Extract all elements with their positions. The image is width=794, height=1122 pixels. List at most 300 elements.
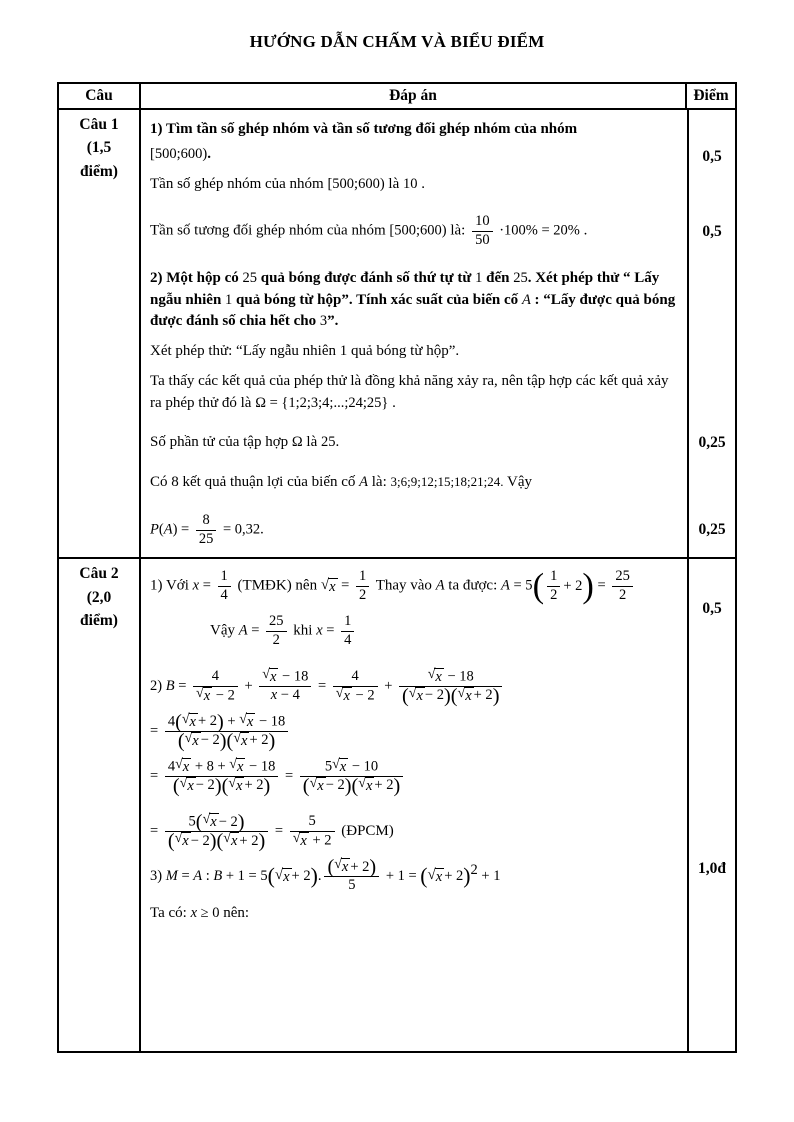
text-segment: Vậy — [210, 622, 239, 639]
radical-sign-icon: √ — [239, 711, 247, 727]
text-segment: + — [380, 677, 397, 694]
text-segment: A — [501, 578, 510, 595]
text-segment: . — [579, 222, 588, 239]
fraction-denominator — [193, 687, 238, 705]
sqrt-radical — [358, 777, 374, 795]
text-segment: là — [302, 434, 321, 451]
radicand — [209, 813, 218, 831]
paren-group — [533, 568, 594, 605]
text-segment: = — [593, 578, 610, 595]
text-segment: + 2 — [350, 858, 370, 875]
text-segment: − 2 — [190, 832, 210, 849]
answer-block-lines — [141, 934, 687, 1051]
fraction — [218, 568, 231, 605]
text-segment: . — [417, 175, 425, 192]
paren-content — [182, 713, 217, 731]
score-cell — [687, 934, 735, 1051]
text-segment: = 0,32. — [219, 521, 264, 538]
header-cau: Câu — [59, 84, 141, 108]
radicand — [181, 832, 190, 850]
right-paren: ) — [582, 566, 594, 605]
fraction-denominator — [165, 830, 268, 853]
text-segment: Thay vào — [372, 578, 436, 595]
text-segment: = — [271, 823, 287, 840]
sqrt-radical — [293, 832, 309, 850]
paren-content — [358, 777, 393, 795]
answer-block-lines — [141, 559, 687, 658]
paren-content — [180, 777, 215, 795]
table-row — [59, 557, 735, 1051]
text-segment: + 2 — [249, 732, 269, 749]
answer-line — [150, 710, 679, 752]
fraction-denominator — [266, 632, 287, 650]
radical-sign-icon: √ — [408, 685, 417, 701]
text-segment: + — [240, 677, 257, 694]
paren-content — [428, 866, 464, 887]
text-segment: − 2 — [195, 777, 215, 794]
text-segment: x — [203, 687, 211, 704]
fraction-numerator — [324, 858, 379, 877]
right-paren: ) — [268, 729, 276, 752]
text-segment: Ta thấy các kết quả của phép thử là đồng khả năng xảy ra, nên tập hợp các kết quả xảy ra phép thử đó là — [150, 372, 669, 411]
fraction-numerator — [193, 668, 238, 687]
text-segment: ta được: — [444, 578, 502, 595]
radical-sign-icon: √ — [334, 857, 342, 873]
fraction — [356, 568, 369, 605]
text-segment: Tần số ghép nhóm của nhóm — [150, 175, 328, 192]
text-segment: ·100% = 20% — [495, 222, 580, 239]
fraction-denominator — [612, 587, 633, 605]
text-segment: x — [236, 778, 243, 795]
sqrt-radical — [175, 758, 191, 776]
radical-sign-icon: √ — [229, 757, 237, 772]
question-label-cell — [59, 559, 141, 1051]
text-segment: ”. — [327, 313, 339, 330]
paren-content — [544, 568, 582, 605]
right-paren: ) — [209, 830, 217, 853]
answer-line — [150, 144, 679, 166]
text-segment: 1 — [220, 568, 228, 585]
fraction-numerator — [218, 568, 231, 587]
text-segment: ) = — [172, 521, 193, 538]
fraction-numerator — [547, 568, 560, 587]
text-segment: là: — [446, 222, 470, 239]
text-segment: 2) Một hộp có — [150, 269, 243, 286]
paren-content — [228, 777, 263, 795]
radicand — [246, 713, 255, 731]
text-segment: 8 — [202, 511, 210, 528]
left-paren: ( — [402, 684, 409, 707]
text-segment: 50 — [475, 232, 490, 249]
sqrt-radical — [310, 777, 326, 795]
paren-content — [223, 832, 258, 850]
fraction — [165, 757, 279, 798]
fraction-denominator — [196, 531, 217, 549]
radical-sign-icon: √ — [427, 666, 436, 682]
text-segment: x — [269, 668, 277, 685]
paren-group — [167, 830, 217, 853]
text-segment: x — [435, 668, 442, 685]
text-segment: P — [150, 521, 159, 538]
answer-block-lines — [141, 503, 687, 558]
left-paren: ( — [177, 729, 185, 752]
sqrt-radical — [180, 777, 196, 795]
text-segment: . — [207, 145, 211, 162]
fraction-numerator — [612, 568, 633, 587]
text-segment: Ta có: — [150, 905, 191, 922]
fraction-numerator — [266, 613, 287, 632]
paren-group — [302, 775, 352, 798]
fraction-numerator — [399, 668, 502, 687]
right-paren: ) — [263, 775, 271, 798]
radicand — [415, 687, 424, 705]
text-segment: + 2 — [239, 832, 259, 849]
text-segment: 2 — [358, 587, 367, 604]
text-segment: A — [193, 868, 203, 885]
radical-sign-icon: √ — [427, 866, 436, 883]
text-segment: ≥ 0 — [197, 905, 220, 922]
answer-block — [141, 463, 735, 503]
text-segment: x — [316, 622, 323, 639]
text-segment: 1 — [225, 291, 233, 308]
left-paren: ( — [175, 710, 182, 733]
text-segment: x — [241, 732, 248, 749]
question-label-cell — [59, 110, 141, 557]
left-paren: ( — [195, 811, 203, 834]
score-value: 1,0đ — [698, 860, 726, 878]
sqrt-radical — [332, 758, 348, 776]
fraction-numerator — [259, 668, 311, 687]
fraction-denominator — [218, 587, 231, 605]
text-segment: = 5 — [509, 578, 533, 595]
question-label-line: Câu 1 — [79, 116, 119, 133]
right-paren: ) — [463, 864, 471, 889]
text-segment: + 2 — [374, 777, 394, 794]
text-segment: + 1 = 5 — [222, 868, 268, 885]
sqrt-radical — [228, 777, 244, 795]
fraction — [341, 613, 354, 650]
text-segment: + 2 — [291, 868, 311, 885]
paren-content — [175, 832, 210, 850]
radical-sign-icon: √ — [202, 812, 211, 828]
answer-line — [210, 613, 679, 650]
score-value: 0,5 — [702, 148, 722, 166]
fraction — [547, 568, 560, 605]
radicand — [189, 713, 198, 731]
answer-block — [141, 659, 735, 805]
text-segment: A — [359, 474, 368, 491]
fraction-denominator — [333, 687, 378, 705]
sqrt-radical — [428, 668, 444, 686]
text-segment: Xét phép thử: “Lấy ngẫu nhiên 1 quả bóng từ hộp”. — [150, 343, 460, 360]
paren-group — [226, 729, 276, 752]
sqrt-radical — [233, 732, 249, 750]
paren-content — [458, 687, 493, 705]
sqrt-radical — [229, 758, 245, 776]
text-segment: = — [150, 722, 162, 739]
text-segment: Tần số tương đối ghép nhóm của nhóm — [150, 222, 390, 239]
fraction — [266, 613, 287, 650]
text-segment: − 10 — [348, 758, 379, 775]
answer-block-lines — [141, 259, 687, 424]
text-segment: − 18 — [255, 713, 286, 730]
radicand — [236, 758, 245, 776]
fraction — [193, 668, 238, 705]
score-cell — [687, 259, 735, 424]
table-header-row — [59, 84, 735, 110]
radical-sign-icon: √ — [184, 730, 193, 746]
sqrt-radical — [428, 868, 445, 886]
radical-sign-icon: √ — [292, 831, 301, 847]
sqrt-radical — [336, 687, 352, 705]
text-segment: 10 — [475, 213, 490, 230]
text-segment: 4 — [167, 758, 176, 775]
answer-line — [150, 811, 679, 853]
answer-line — [150, 568, 679, 605]
radical-sign-icon: √ — [181, 711, 190, 727]
paren-content — [233, 732, 268, 750]
text-segment: + 2 — [444, 868, 464, 885]
text-segment: A — [435, 578, 445, 595]
answer-cell — [141, 110, 735, 557]
text-segment: x — [317, 778, 324, 795]
text-segment: 25 — [320, 434, 336, 451]
text-segment: 3 — [319, 313, 328, 330]
text-segment: là — [384, 175, 403, 192]
sqrt-radical — [239, 713, 255, 731]
text-segment: Ω = {1;2;3;4;...;24;25} — [255, 394, 389, 411]
paren-group — [177, 729, 227, 752]
text-segment: Ω — [291, 434, 303, 451]
page-title: HƯỚNG DẪN CHẤM VÀ BIỂU ĐIỂM — [249, 32, 545, 51]
fraction — [165, 710, 288, 752]
text-segment: + 1 — [477, 868, 501, 885]
text-segment: 2 — [272, 631, 280, 648]
answer-block-lines — [141, 463, 687, 503]
text-segment: . — [317, 868, 322, 885]
score-value: 0,25 — [698, 521, 726, 539]
text-segment: x — [190, 905, 198, 922]
text-segment: x — [283, 868, 290, 885]
fraction-denominator — [472, 232, 493, 250]
radical-sign-icon: √ — [175, 757, 183, 772]
text-segment: 25 — [269, 613, 284, 630]
text-segment: x — [343, 687, 350, 704]
question-label-line: điểm) — [80, 611, 118, 629]
text-segment: 25 — [615, 568, 630, 585]
text-segment: 4 — [211, 667, 220, 684]
score-cell — [687, 804, 735, 934]
sqrt-radical — [458, 687, 474, 705]
radical-sign-icon: √ — [309, 776, 318, 792]
sqrt-radical — [409, 687, 425, 705]
text-segment: 3;6;9;12;15;18;21;24. — [390, 474, 504, 490]
radical-sign-icon: √ — [274, 866, 284, 883]
answer-line — [150, 858, 679, 895]
fraction-numerator — [341, 613, 354, 632]
paren-content — [203, 813, 238, 831]
score-value: 0,25 — [698, 434, 726, 452]
text-segment: nên: — [219, 905, 250, 922]
sqrt-radical — [262, 668, 278, 686]
text-segment: + 1 = — [382, 868, 421, 885]
text-segment: x — [339, 759, 347, 775]
sqrt-radical — [185, 732, 201, 750]
left-paren: ( — [221, 775, 229, 798]
radicand — [186, 777, 195, 795]
text-segment: 1) Tìm tần số ghép nhóm và tần số tương đối ghép nhóm của nhóm — [150, 121, 578, 137]
left-paren: ( — [226, 729, 234, 752]
paren-content — [409, 687, 444, 705]
text-segment: ( — [158, 521, 164, 538]
fraction — [196, 512, 217, 549]
text-segment: 10 — [402, 175, 418, 192]
text-segment: 4 — [344, 631, 352, 648]
answer-line — [150, 174, 679, 196]
text-segment: x — [300, 833, 307, 850]
radicand — [182, 758, 191, 776]
score-cell — [687, 204, 735, 259]
fraction — [333, 668, 378, 705]
answer-block-lines — [141, 804, 687, 934]
text-segment: 25 — [198, 530, 214, 547]
right-paren: ) — [237, 811, 245, 834]
text-segment: Số phần tử của tập hợp — [150, 434, 292, 451]
radicand — [203, 687, 212, 705]
right-paren: ) — [369, 856, 377, 879]
fraction — [290, 813, 335, 850]
text-segment: = — [199, 578, 215, 595]
text-segment: x — [192, 578, 200, 595]
text-segment: 5 — [324, 758, 333, 775]
radical-sign-icon: √ — [196, 685, 204, 701]
radicand — [282, 868, 291, 886]
paren-group — [420, 866, 470, 887]
text-segment: 4 — [220, 587, 228, 604]
answer-block — [141, 204, 735, 259]
text-segment: 4 — [351, 667, 359, 684]
answer-line — [150, 668, 679, 705]
text-segment: 2 — [470, 862, 478, 879]
right-paren: ) — [344, 775, 352, 798]
text-segment: : — [202, 868, 214, 885]
text-segment: 2) — [150, 677, 166, 694]
text-segment: x — [192, 732, 199, 749]
left-paren: ( — [302, 775, 310, 798]
paren-group — [221, 775, 271, 798]
text-segment: − 4 — [277, 686, 300, 703]
right-paren: ) — [393, 775, 401, 798]
answer-table — [57, 82, 737, 1053]
score-cell — [687, 659, 735, 805]
fraction — [165, 811, 268, 853]
text-segment: = — [322, 622, 339, 639]
left-paren: ( — [172, 775, 180, 798]
text-segment: Vậy — [503, 474, 533, 491]
radical-sign-icon: √ — [262, 666, 270, 682]
text-segment: x — [182, 833, 189, 850]
text-segment: = — [337, 578, 353, 595]
text-segment: + 2 — [244, 777, 264, 794]
sqrt-radical — [321, 578, 338, 596]
text-segment: 4 — [167, 713, 176, 730]
text-segment: = — [174, 677, 191, 694]
paren-group — [175, 710, 224, 733]
text-segment: 5 — [348, 877, 356, 894]
paren-group — [216, 830, 266, 853]
fraction-denominator — [259, 687, 311, 705]
text-segment: 2 — [618, 587, 627, 604]
text-segment: A — [163, 521, 173, 538]
radicand — [365, 777, 374, 795]
question-label-line: Câu 2 — [79, 565, 119, 583]
fraction — [300, 757, 403, 798]
text-segment: . — [388, 394, 396, 411]
radicand — [299, 832, 308, 850]
fraction-numerator — [472, 213, 493, 232]
answer-line — [150, 213, 679, 250]
radicand — [434, 668, 443, 686]
radicand — [464, 687, 473, 705]
question-label-line: (2,0 — [86, 588, 112, 606]
text-segment: x — [236, 759, 244, 775]
answer-line — [150, 432, 679, 454]
fraction-denominator — [165, 729, 288, 752]
radical-sign-icon: √ — [332, 757, 340, 772]
fraction-numerator — [196, 512, 217, 531]
text-segment: + 2 — [308, 832, 332, 849]
sqrt-radical — [223, 832, 239, 850]
left-paren: ( — [351, 775, 359, 798]
radicand — [341, 858, 350, 876]
right-paren: ) — [214, 775, 222, 798]
table-body — [59, 110, 735, 1051]
radicand — [240, 732, 249, 750]
text-segment: − 18 — [443, 667, 474, 684]
radical-sign-icon: √ — [320, 576, 330, 593]
radicand — [230, 832, 239, 850]
text-segment: x — [341, 859, 349, 876]
sqrt-radical — [175, 832, 191, 850]
text-segment: = — [177, 868, 194, 885]
radicand — [339, 758, 348, 776]
left-paren: ( — [532, 566, 545, 605]
radicand — [316, 777, 325, 795]
text-segment: x — [435, 868, 443, 885]
paren-content — [334, 858, 369, 876]
fraction-denominator — [341, 632, 354, 650]
sqrt-radical — [182, 713, 198, 731]
radicand — [435, 868, 444, 886]
fraction-denominator — [165, 775, 279, 798]
sqrt-radical — [275, 868, 292, 886]
text-segment: A — [521, 291, 531, 308]
text-segment: 5 — [308, 813, 316, 830]
fraction-numerator — [333, 668, 378, 687]
answer-line — [150, 371, 679, 415]
radical-sign-icon: √ — [233, 730, 241, 746]
answer-block — [141, 423, 735, 463]
text-segment: [500;600) — [327, 175, 385, 192]
text-segment: − 18 — [245, 758, 276, 775]
answer-line — [150, 512, 679, 549]
text-segment: 2 — [550, 587, 558, 604]
fraction — [324, 858, 379, 895]
text-segment: x — [182, 759, 190, 775]
paren-group — [327, 856, 377, 879]
fraction-denominator — [399, 684, 502, 707]
text-segment: x — [270, 686, 278, 703]
